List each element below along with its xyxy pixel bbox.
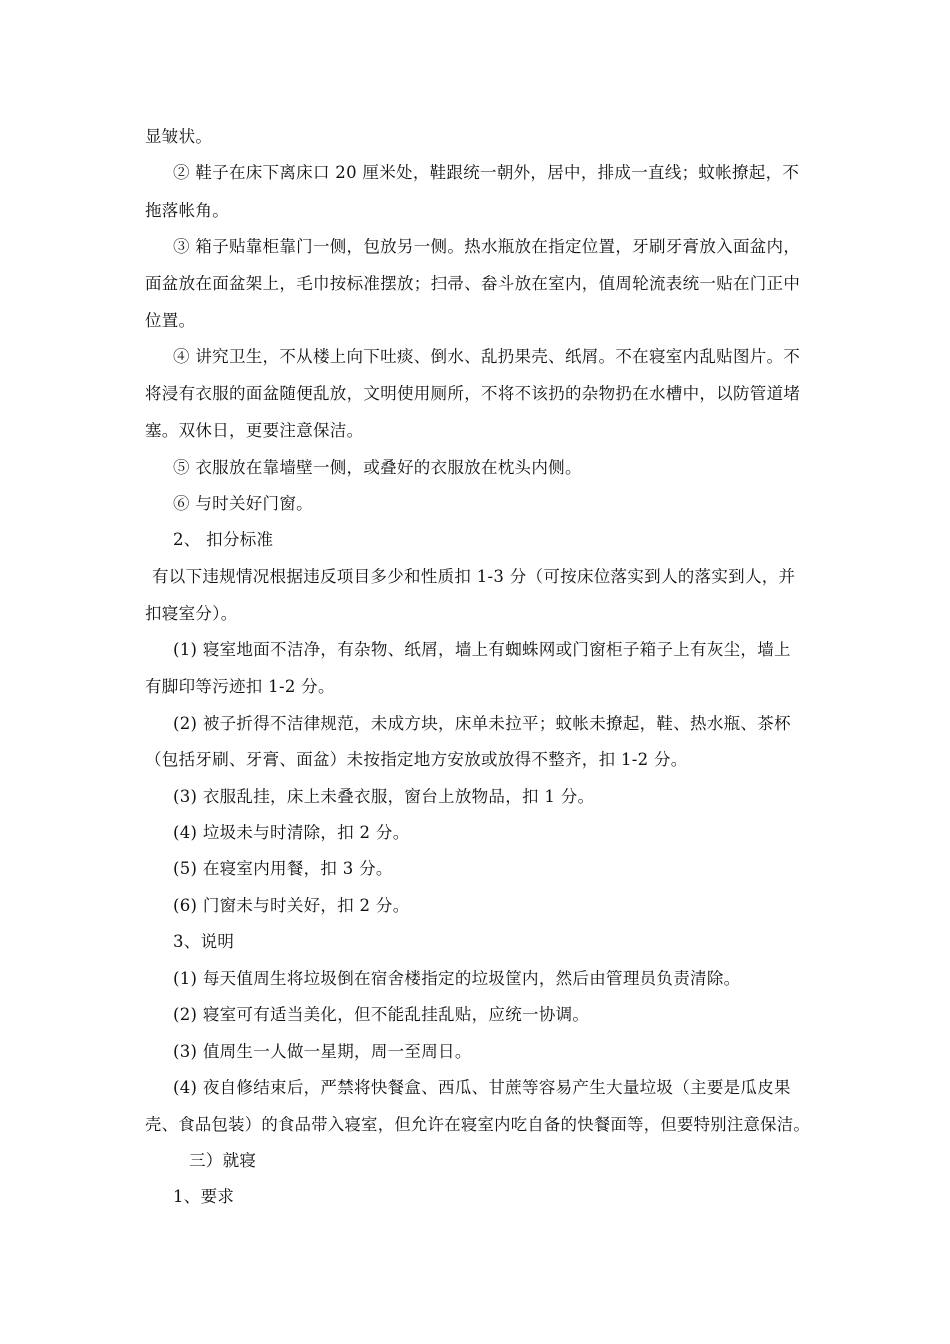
text-line: (2) 寝室可有适当美化，但不能乱挂乱贴，应统一协调。	[173, 1005, 590, 1024]
text-line: 壳、食品包装）的食品带入寝室，但允许在寝室内吃自备的快餐面等，但要特别注意保洁。	[145, 1115, 810, 1134]
section-heading: 3、说明	[173, 932, 235, 951]
text-line: 扣寝室分）。	[145, 604, 238, 623]
text-line: (4) 夜自修结束后，严禁将快餐盒、西瓜、甘蔗等容易产生大量垃圾（主要是瓜皮果	[173, 1078, 791, 1097]
text-line: 位置。	[145, 311, 196, 330]
text-line: (1) 寝室地面不洁净，有杂物、纸屑，墙上有蜘蛛网或门窗柜子箱子上有灰尘，墙上	[173, 640, 791, 659]
text-line: (5) 在寝室内用餐，扣 3 分。	[173, 859, 393, 878]
text-line: 拖落帐角。	[145, 201, 229, 220]
text-line: (3) 衣服乱挂，床上未叠衣服，窗台上放物品，扣 1 分。	[173, 787, 595, 806]
text-line: 将浸有衣服的面盆随便乱放，文明使用厕所，不将不该扔的杂物扔在水槽中，以防管道堵	[145, 384, 801, 403]
section-heading: 三）就寝	[189, 1151, 257, 1170]
text-line: (2) 被子折得不洁律规范，未成方块，床单未拉平；蚊帐未撩起，鞋、热水瓶、茶杯	[173, 714, 791, 733]
text-line: 面盆放在面盆架上，毛巾按标准摆放；扫帚、畚斗放在室内，值周轮流表统一贴在门正中	[145, 274, 801, 293]
text-line: ⑥ 与时关好门窗。	[173, 494, 313, 513]
text-line: （包括牙刷、牙膏、面盆）未按指定地方安放或放得不整齐，扣 1-2 分。	[145, 750, 688, 769]
section-heading: 2、 扣分标准	[173, 530, 274, 549]
text-line: 有脚印等污迹扣 1-2 分。	[145, 677, 335, 696]
text-line: ② 鞋子在床下离床口 20 厘米处，鞋跟统一朝外，居中，排成一直线；蚊帐撩起，不	[173, 163, 800, 182]
text-line: (1) 每天值周生将垃圾倒在宿舍楼指定的垃圾筐内，然后由管理员负责清除。	[173, 969, 741, 988]
text-line: ③ 箱子贴靠柜靠门一侧，包放另一侧。热水瓶放在指定位置，牙刷牙膏放入面盆内，	[173, 237, 801, 256]
text-line: (3) 值周生一人做一星期，周一至周日。	[173, 1042, 472, 1061]
text-line: ④ 讲究卫生，不从楼上向下吐痰、倒水、乱扔果壳、纸屑。不在寝室内乱贴图片。不	[173, 347, 801, 366]
section-heading: 1、要求	[173, 1187, 235, 1206]
text-line: (4) 垃圾未与时清除，扣 2 分。	[173, 823, 410, 842]
text-line: 显皱状。	[145, 127, 213, 146]
text-line: (6) 门窗未与时关好，扣 2 分。	[173, 896, 410, 915]
text-line: 有以下违规情况根据违反项目多少和性质扣 1-3 分（可按床位落实到人的落实到人，并	[152, 567, 796, 586]
text-line: 塞。双休日，更要注意保洁。	[145, 421, 364, 440]
text-line: ⑤ 衣服放在靠墙壁一侧，或叠好的衣服放在枕头内侧。	[173, 458, 582, 477]
